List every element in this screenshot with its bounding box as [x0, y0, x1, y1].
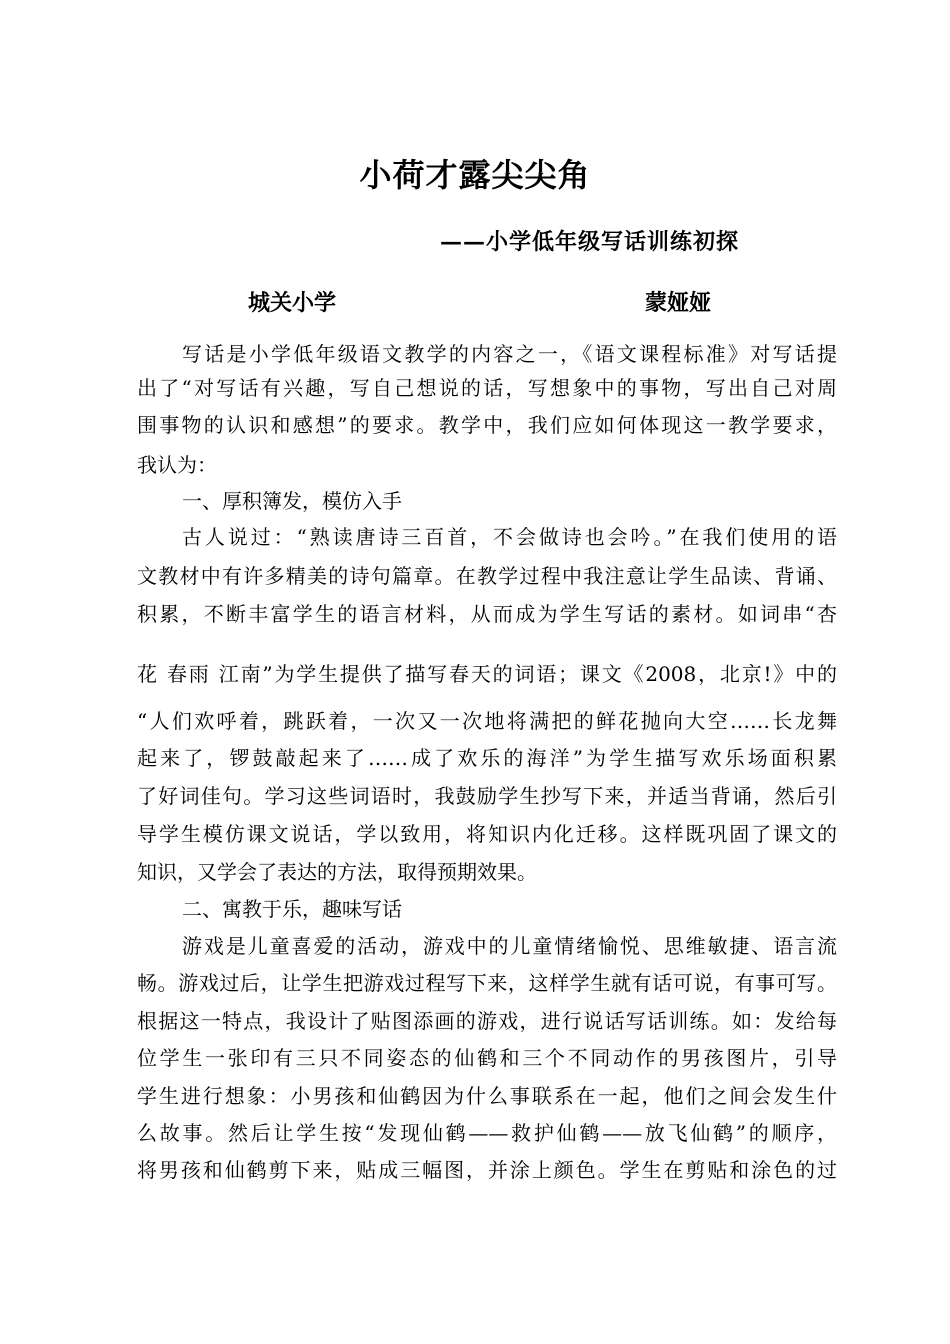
- school-name: 城关小学: [248, 290, 337, 316]
- body-line: 积累，不断丰富学生的语言材料，从而成为学生写话的素材。如词串“杏: [137, 602, 837, 626]
- body-line: 知识，又学会了表达的方法，取得预期效果。: [137, 860, 537, 884]
- body-line: 围事物的认识和感想”的要求。教学中，我们应如何体现这一教学要求，: [137, 413, 837, 437]
- body-line: 出了“对写话有兴趣，写自己想说的话，写想象中的事物，写出自己对周: [137, 376, 837, 400]
- body-line: 文教材中有许多精美的诗句篇章。在教学过程中我注意让学生品读、背诵、: [137, 564, 837, 588]
- body-line: 导学生模仿课文说话，学以致用，将知识内化迁移。这样既巩固了课文的: [137, 822, 837, 846]
- body-line: 位学生一张印有三只不同姿态的仙鹤和三个不同动作的男孩图片，引导: [137, 1046, 837, 1070]
- body-line: 游戏是儿童喜爱的活动，游戏中的儿童情绪愉悦、思维敏捷、语言流: [182, 934, 837, 958]
- body-line: 学生进行想象：小男孩和仙鹤因为什么事联系在一起，他们之间会发生什: [137, 1084, 837, 1108]
- body-line: 么故事。然后让学生按“发现仙鹤——救护仙鹤——放飞仙鹤”的顺序，: [137, 1121, 837, 1145]
- author-name: 蒙娅娅: [645, 290, 712, 316]
- section-heading: 二、寓教于乐，趣味写话: [182, 897, 402, 921]
- section-heading: 一、厚积簿发，模仿入手: [182, 489, 402, 513]
- body-line: 花 春雨 江南”为学生提供了描写春天的词语；课文《2008，北京!》中的: [137, 662, 837, 686]
- body-line: “人们欢呼着，跳跃着，一次又一次地将满把的鲜花抛向大空……长龙舞: [137, 709, 837, 733]
- body-line: 古人说过：“熟读唐诗三百首，不会做诗也会吟。”在我们使用的语: [182, 525, 837, 549]
- body-line: 起来了，锣鼓敲起来了……成了欢乐的海洋”为学生描写欢乐场面积累: [137, 746, 837, 770]
- document-subtitle: ——小学低年级写话训练初探: [440, 229, 740, 255]
- body-line: 根据这一特点，我设计了贴图添画的游戏，进行说话写话训练。如：发给每: [137, 1009, 837, 1033]
- body-line: 了好词佳句。学习这些词语时，我鼓励学生抄写下来，并适当背诵，然后引: [137, 784, 837, 808]
- body-line: 将男孩和仙鹤剪下来，贴成三幅图，并涂上颜色。学生在剪贴和涂色的过: [137, 1158, 837, 1182]
- body-line: 畅。游戏过后，让学生把游戏过程写下来，这样学生就有话可说，有事可写。: [137, 971, 837, 995]
- body-line: 我认为：: [137, 453, 217, 477]
- document-title: 小荷才露尖尖角: [359, 156, 591, 194]
- body-line: 写话是小学低年级语文教学的内容之一，《语文课程标准》对写话提: [182, 342, 837, 366]
